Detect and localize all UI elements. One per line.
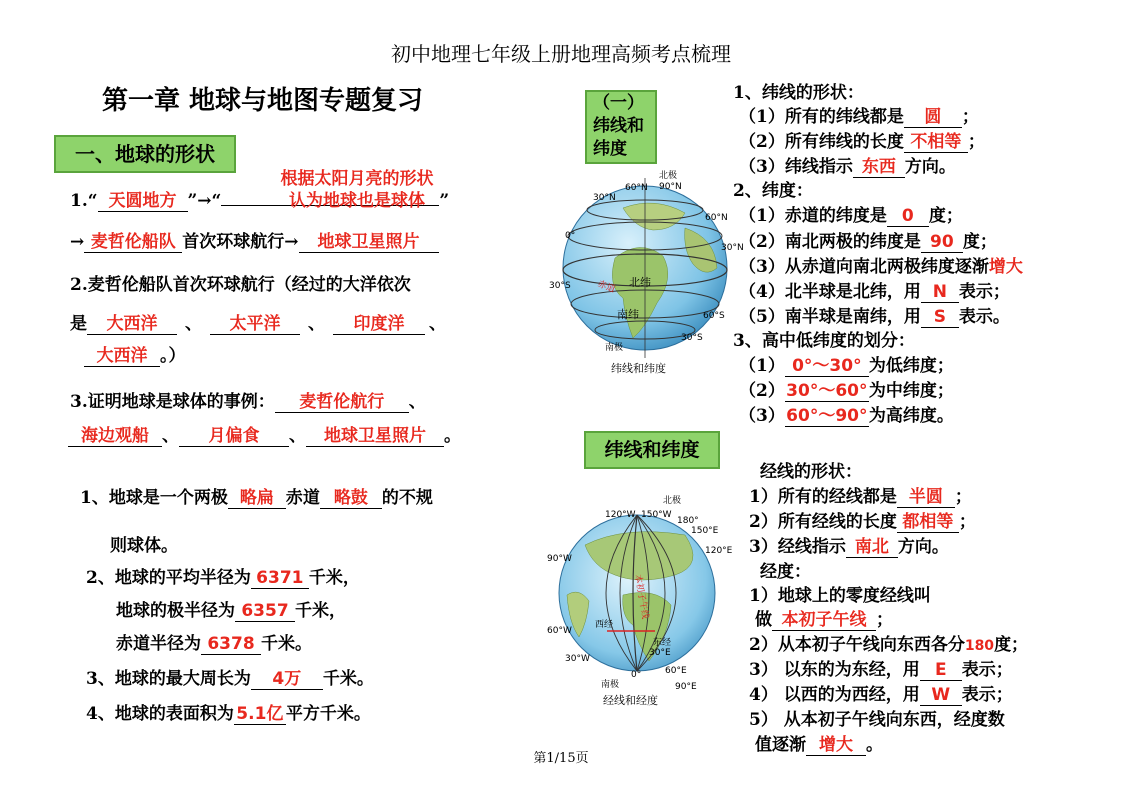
answer-ocean-3: 印度洋 xyxy=(333,314,425,335)
lon-m2: 2）所有经线的长度 都相等 ； xyxy=(749,512,976,532)
answer-south-symbol: S xyxy=(921,307,959,328)
answer-circumference: 4万 xyxy=(251,669,323,690)
lat-l3: （3）纬线指示 东西 方向。 xyxy=(739,157,956,177)
fact-1-cont: 则球体。 xyxy=(110,536,178,556)
answer-180: 180 xyxy=(964,638,995,654)
lbl-west: 西经 xyxy=(595,620,614,630)
answer-lon-shape: 半圆 xyxy=(897,487,955,508)
item3-line2: 海边观船 、 月偏食 、 地球卫星照片 。 xyxy=(68,425,461,447)
item2-line2: 是 大西洋 、 太平洋 、 印度洋 、 xyxy=(70,314,446,334)
lat-h1: 1、纬线的形状： xyxy=(733,83,864,103)
answer-satellite-photo: 地球卫星照片 xyxy=(299,232,439,253)
answer-magellan: 麦哲伦船队 xyxy=(84,232,182,253)
section-shape-title: 一、地球的形状 xyxy=(54,135,236,173)
lon-m3: 3）经线指示 南北 方向。 xyxy=(749,537,949,557)
lbl-north-pole: 北极 xyxy=(663,496,682,506)
lbl-south-pole: 南极 xyxy=(601,680,620,690)
label-equator: 赤道 xyxy=(595,279,617,295)
lbl-prime: 本初子午线 xyxy=(632,573,650,620)
answer-proof-1: 麦哲伦航行 xyxy=(275,392,409,413)
item1-line2: → 麦哲伦船队 首次环球航行→ 地球卫星照片 xyxy=(70,231,439,253)
lat-h3: 3、高中低纬度的划分： xyxy=(733,331,915,351)
chapter-title: 第一章 地球与地图专题复习 xyxy=(102,86,424,116)
answer-ocean-4: 大西洋 xyxy=(84,346,160,367)
lat-l1: （1）所有的纬线都是 圆 ； xyxy=(739,107,979,127)
answer-proof-2: 海边观船 xyxy=(68,426,162,447)
lbl-0: 0° xyxy=(631,670,642,680)
lon-g3: 3） 以东的为东经，用 E 表示； xyxy=(749,660,1013,680)
lon-g5: 5） 从本初子午线向东西，经度数 xyxy=(749,710,1005,730)
label-30s-right: 30°S xyxy=(681,333,703,343)
page-header: 初中地理七年级上册地理高频考点梳理 xyxy=(391,42,731,66)
lbl-90w: 90°W xyxy=(547,554,572,564)
lbl-60e: 60°E xyxy=(665,666,687,676)
label-south-lat: 南纬 xyxy=(617,308,639,321)
label-30n-left: 30°N xyxy=(593,193,616,203)
lon-g1b: 做 本初子午线 ； xyxy=(755,610,893,630)
answer-surface-area: 5.1亿 xyxy=(234,704,286,725)
longitude-globe-figure xyxy=(545,495,733,710)
lat-d2: （2）南北两极的纬度是 90 度； xyxy=(739,232,997,252)
lbl-30w: 30°W xyxy=(565,654,590,664)
longitude-section-box: 纬线和纬度 xyxy=(584,431,720,469)
answer-mean-radius: 6371 xyxy=(251,568,309,589)
lat-d1: （1）赤道的纬度是 0 度； xyxy=(739,206,963,226)
label-60s: 60°S xyxy=(703,311,725,321)
label-north-pole: 北极 xyxy=(659,171,678,181)
lon-m1: 1）所有的经线都是 半圆 ； xyxy=(749,487,972,507)
latitude-globe-figure xyxy=(545,168,744,378)
lbl-90e: 90°E xyxy=(675,682,697,692)
label-south-pole: 南极 xyxy=(605,343,624,353)
lat-d5: （5）南半球是南纬，用 S 表示。 xyxy=(739,307,1010,327)
answer-equator-lat: 0 xyxy=(887,206,929,227)
answer-mid-lat: 30°～60° xyxy=(786,381,868,401)
answer-lat-length: 不相等 xyxy=(904,132,968,153)
item2-line3: 大西洋 。） xyxy=(84,345,186,367)
answer-shape-reason: 根据太阳月亮的形状 认为地球也是球体 xyxy=(280,169,434,211)
lbl-150w: 150°W xyxy=(641,510,672,520)
fact-4: 4、地球的表面积为 5.1亿 平方千米。 xyxy=(86,704,371,724)
label-0: 0° xyxy=(565,231,576,241)
lbl-60w: 60°W xyxy=(547,626,572,636)
lat-z1: （1） 0°～30° 为低纬度； xyxy=(739,356,954,376)
lbl-30e: 30°E xyxy=(649,648,671,658)
answer-equator-radius: 6378 xyxy=(201,634,261,655)
lon-g2: 2）从本初子午线向东西各分180度； xyxy=(749,635,1029,655)
lat-d3: （3）从赤道向南北两极纬度逐渐增大 xyxy=(739,257,1023,277)
lat-h2: 2、纬度： xyxy=(733,181,813,201)
latitude-globe-caption: 纬线和纬度 xyxy=(611,362,666,375)
label-60n-right: 60°N xyxy=(705,213,728,223)
answer-lat-increase: 增大 xyxy=(988,257,1023,277)
longitude-globe-caption: 经线和经度 xyxy=(603,694,658,707)
answer-ocean-1: 大西洋 xyxy=(87,314,177,335)
lon-h2: 经度： xyxy=(760,562,811,582)
item3-line1: 3.证明地球是球体的事例： 麦哲伦航行 、 xyxy=(70,392,426,412)
lon-g5b: 值逐渐 增大 。 xyxy=(755,735,883,755)
item1-line1: 1.“ 天圆地方 ”→“ ” xyxy=(70,191,450,211)
label-north-lat: 北纬 xyxy=(629,276,651,289)
answer-prime-meridian: 本初子午线 xyxy=(772,610,876,631)
answer-lon-length: 都相等 xyxy=(897,512,959,533)
answer-lon-direction: 南北 xyxy=(846,537,898,558)
answer-polar-flat: 略扁 xyxy=(228,488,286,509)
page-number: 第1/15页 xyxy=(533,751,589,766)
lbl-east: 东经 xyxy=(653,638,672,648)
latitude-section-box: （一） 纬线和 纬度 xyxy=(585,90,657,164)
answer-tianyuandifang: 天圆地方 xyxy=(98,191,188,212)
answer-east-symbol: E xyxy=(920,660,962,681)
answer-north-symbol: N xyxy=(921,282,959,303)
answer-ocean-2: 太平洋 xyxy=(210,314,300,335)
item2-line1: 2.麦哲伦船队首次环球航行（经过的大洋依次 xyxy=(70,275,411,295)
lon-g4: 4） 以西的为西经，用 W 表示； xyxy=(749,685,1013,705)
fact-2: 2、地球的平均半径为 6371 千米， xyxy=(86,568,360,588)
lat-d4: （4）北半球是北纬，用 N 表示； xyxy=(739,282,1010,302)
label-90n: 90°N xyxy=(659,182,682,192)
lat-z3: （3）60°～90°为高纬度。 xyxy=(739,406,954,426)
lon-h1: 经线的形状： xyxy=(760,462,862,482)
answer-lat-direction: 东西 xyxy=(853,157,905,178)
lbl-120w: 120°W xyxy=(605,510,636,520)
answer-proof-4: 地球卫星照片 xyxy=(306,426,444,447)
fact-2b: 地球的极半径为 6357 千米， xyxy=(116,601,346,621)
lbl-150e: 150°E xyxy=(691,526,719,536)
label-60n-left: 60°N xyxy=(625,183,648,193)
lat-l2: （2）所有纬线的长度 不相等 ； xyxy=(739,132,985,152)
answer-lon-increase: 增大 xyxy=(806,735,866,756)
answer-pole-lat: 90 xyxy=(921,232,963,253)
fact-1: 1、地球是一个两极 略扁 赤道 略鼓 的不规 xyxy=(80,488,433,508)
lbl-120e: 120°E xyxy=(705,546,733,556)
answer-lat-shape: 圆 xyxy=(904,107,962,128)
answer-equator-bulge: 略鼓 xyxy=(320,488,382,509)
answer-west-symbol: W xyxy=(920,685,962,706)
answer-high-lat: 60°～90° xyxy=(786,406,868,426)
answer-low-lat: 0°～30° xyxy=(785,356,869,377)
lbl-180: 180° xyxy=(677,516,699,526)
lon-g1: 1）地球上的零度经线叫 xyxy=(749,586,931,606)
fact-2c: 赤道半径为 6378 千米。 xyxy=(116,634,312,654)
answer-proof-3: 月偏食 xyxy=(179,426,289,447)
answer-polar-radius: 6357 xyxy=(235,601,295,622)
fact-3: 3、地球的最大周长为 4万 千米。 xyxy=(86,669,374,689)
label-30s-left: 30°S xyxy=(549,281,571,291)
label-30n-right: 30°N xyxy=(721,243,744,253)
lat-z2: （2）30°～60°为中纬度； xyxy=(739,381,954,401)
